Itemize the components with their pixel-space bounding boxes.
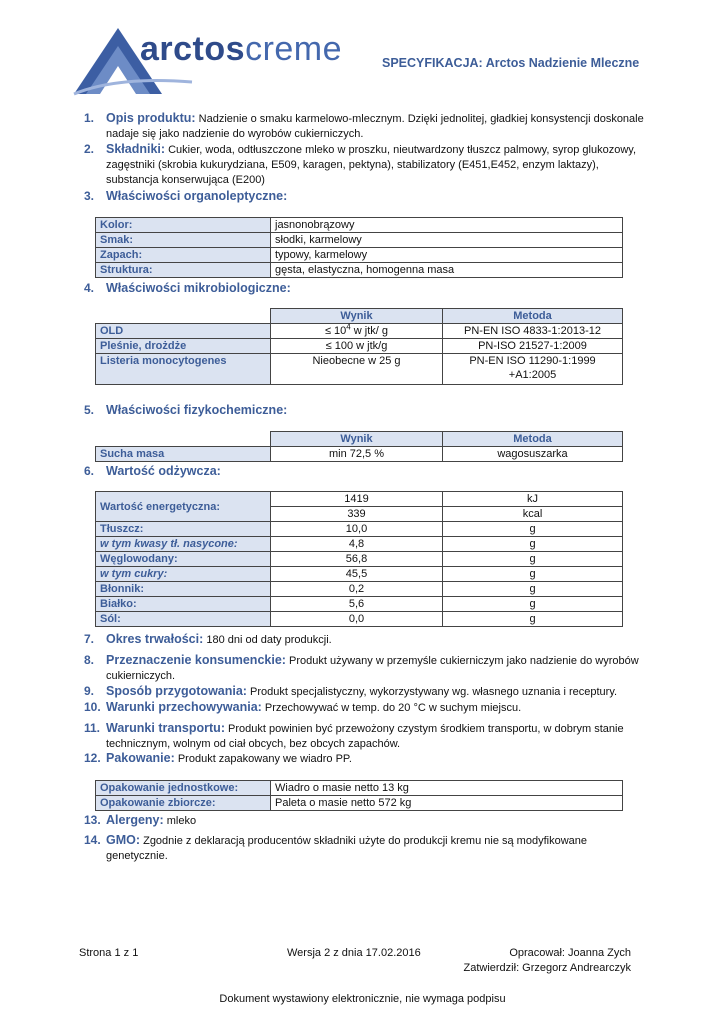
table-row: Zapach: typowy, karmelowy <box>96 248 623 263</box>
table-row: Kolor: jasnonobrązowy <box>96 218 623 233</box>
section-nutrition-heading: 6. Wartość odżywcza: <box>84 464 221 478</box>
section-allergens: 13. Alergeny: mleko <box>84 813 197 827</box>
table-row: Błonnik: 0,2 g <box>96 582 623 597</box>
table-row: Opakowanie zbiorcze: Paleta o masie netto 572 kg <box>96 796 623 811</box>
physchem-table <box>95 431 623 462</box>
table-row: w tym cukry: 45,5 g <box>96 567 623 582</box>
version-info: Wersja 2 z dnia 17.02.2016 <box>287 947 421 959</box>
prepared-by: Opracował: Joanna Zych <box>509 947 631 959</box>
table-row: 339 kcal <box>96 507 623 522</box>
table-row: Węglowodany: 56,8 g <box>96 552 623 567</box>
table-row: Struktura: gęsta, elastyczna, homogenna masa <box>96 263 623 278</box>
table-row: Listeria monocytogenes Nieobecne w 25 g PN-EN ISO 11290-1:1999 +A1:2005 <box>96 354 623 385</box>
table-header-row: Wynik Metoda <box>96 309 623 324</box>
nutrition-table <box>95 491 623 627</box>
table-row: Wartość energetyczna: 1419 kJ <box>96 492 623 507</box>
section-gmo: 14. GMO: Zgodnie z deklaracją producentów składniki użyte do produkcji kremu nie są modyfikowane genetycznie. <box>84 833 587 862</box>
table-row: Smak: słodki, karmelowy <box>96 233 623 248</box>
section-transport: 11. Warunki transportu: Produkt powinien być przewożony czystym środkiem transportu, w dobrym stanie technicznym, wolnym od ciał obcych, bez obcych zapachów. <box>84 721 624 750</box>
approved-by: Zatwierdził: Grzegorz Andrearczyk <box>463 962 631 974</box>
packaging-table <box>95 780 623 811</box>
micro-table <box>95 308 623 385</box>
electronic-document-note: Dokument wystawiony elektronicznie, nie wymaga podpisu <box>219 993 506 1005</box>
table-header-row: Wynik Metoda <box>96 432 623 447</box>
section-micro-heading: 4. Właściwości mikrobiologiczne: <box>84 281 291 295</box>
section-packing: 12. Pakowanie: Produkt zapakowany we wiadro PP. <box>84 751 352 765</box>
table-row: Opakowanie jednostkowe: Wiadro o masie netto 13 kg <box>96 781 623 796</box>
organoleptic-table <box>95 217 623 278</box>
table-row: OLD ≤ $10^4$ w jtk/ g PN-EN ISO 4833-1:2013-12 <box>96 324 623 339</box>
section-storage: 10. Warunki przechowywania: Przechowywać w temp. do 20 °C w suchym miejscu. <box>84 700 522 714</box>
table-row: Sucha masa min 72,5 % wagosuszarka <box>96 447 623 462</box>
section-consumer-purpose: 8. Przeznaczenie konsumenckie: Produkt używany w przemyśle cukierniczym jako nadzienie do wyrobów cukierniczych. <box>84 653 639 682</box>
section-ingredients: 2. Składniki: Cukier, woda, odtłuszczone mleko w proszku, nieutwardzony tłuszcz palmowy, syrop glukozowy, zagęstniki (skrobia kukurydziana, E509, karagen, pektyna), stabilizatory (E451,E452, enzym laktazy), substancja konserwująca (E200) <box>84 142 637 186</box>
page-number: Strona 1 z 1 <box>79 947 139 959</box>
logo-wordmark: arctoscreme <box>140 30 343 68</box>
section-shelf-life: 7. Okres trwałości: 180 dni od daty produkcji. <box>84 632 332 646</box>
section-organoleptic-heading: 3. Właściwości organoleptyczne: <box>84 189 288 203</box>
section-product-description: 1. Opis produktu: Nadzienie o smaku karmelowo-mlecznym. Dzięki jednolitej, gładkiej konsystencji doskonale nadaje się jako nadzienie do wyrobów cukierniczych. <box>84 111 644 140</box>
table-row: w tym kwasy tł. nasycone: 4,8 g <box>96 537 623 552</box>
table-row: Białko: 5,6 g <box>96 597 623 612</box>
document-title: SPECYFIKACJA: Arctos Nadzienie Mleczne <box>382 56 640 70</box>
table-row: Sól: 0,0 g <box>96 612 623 627</box>
table-row: Pleśnie, drożdże ≤ 100 w jtk/g PN-ISO 21527-1:2009 <box>96 339 623 354</box>
section-preparation: 9. Sposób przygotowania: Produkt specjalistyczny, wykorzystywany wg. własnego uznania i receptury. <box>84 684 618 698</box>
section-physchem-heading: 5. Właściwości fizykochemiczne: <box>84 403 288 417</box>
table-row: Tłuszcz: 10,0 g <box>96 522 623 537</box>
